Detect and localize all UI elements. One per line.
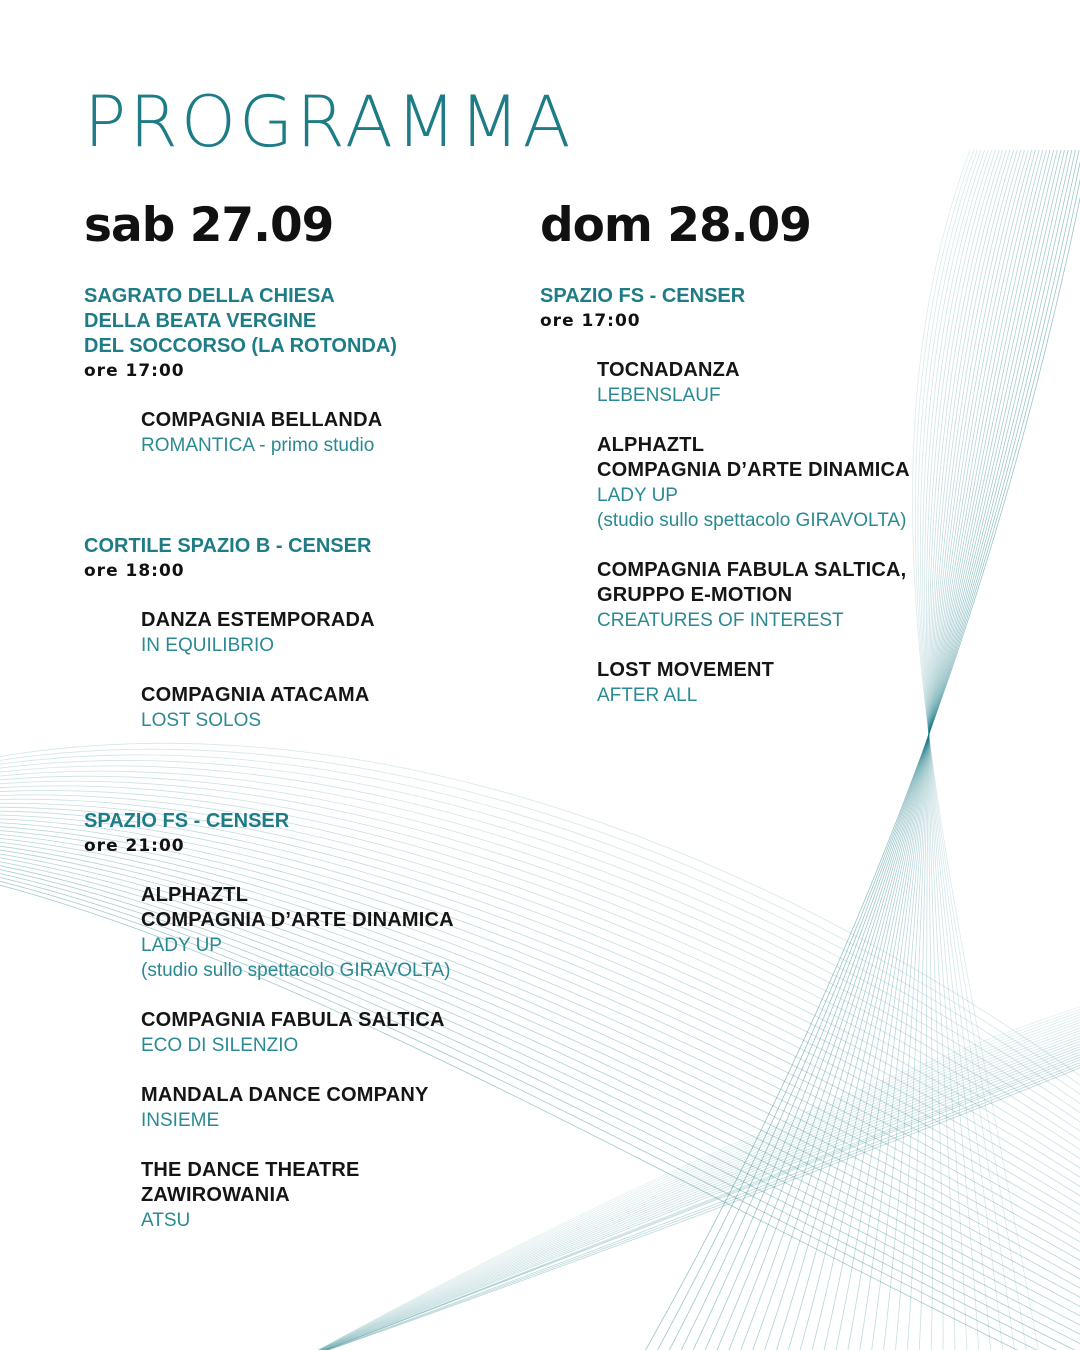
page-title: PROGRAMMA: [84, 81, 574, 163]
act-company: COMPAGNIA BELLANDA: [141, 409, 383, 431]
act-company: COMPAGNIA FABULA SALTICA, GRUPPO E-MOTION: [597, 559, 907, 606]
act-item: [141, 883, 524, 983]
venue-name: CORTILE SPAZIO B - CENSER: [84, 535, 372, 557]
act-list: [141, 608, 524, 733]
venue-time: ore 17:00: [540, 311, 641, 331]
act-company: ALPHAZTL COMPAGNIA D’ARTE DINAMICA: [141, 884, 454, 931]
venue-name: SPAZIO FS - CENSER: [84, 810, 290, 832]
act-show: LEBENSLAUF: [597, 385, 721, 406]
act-company: TOCNADANZA: [597, 359, 740, 381]
act-company: LOST MOVEMENT: [597, 659, 775, 681]
day-column-sunday: [540, 196, 1060, 733]
act-show: INSIEME: [141, 1110, 220, 1131]
act-show: LADY UP (studio sullo spettacolo GIRAVOLTA): [141, 935, 451, 981]
act-item: [597, 358, 1060, 408]
venue-time: ore 18:00: [84, 561, 185, 581]
act-item: [141, 608, 524, 658]
act-show: CREATURES OF INTEREST: [597, 610, 844, 631]
act-show: IN EQUILIBRIO: [141, 635, 275, 656]
act-item: [141, 683, 524, 733]
act-company: MANDALA DANCE COMPANY: [141, 1084, 429, 1106]
venue-block: [84, 809, 524, 1233]
act-show: ROMANTICA - primo studio: [141, 435, 375, 456]
venue-time: ore 17:00: [84, 361, 185, 381]
act-company: DANZA ESTEMPORADA: [141, 609, 375, 631]
act-show: ATSU: [141, 1210, 191, 1231]
act-show: ECO DI SILENZIO: [141, 1035, 299, 1056]
act-company: ALPHAZTL COMPAGNIA D’ARTE DINAMICA: [597, 434, 910, 481]
act-company: COMPAGNIA FABULA SALTICA: [141, 1009, 445, 1031]
venue-time: ore 21:00: [84, 836, 185, 856]
venue-block: [84, 284, 524, 534]
day-column-saturday: [84, 196, 524, 1258]
day-heading: sab 27.09: [84, 198, 334, 253]
act-item: [141, 1083, 524, 1133]
act-company: THE DANCE THEATRE ZAWIROWANIA: [141, 1159, 360, 1206]
act-item: [141, 1158, 524, 1233]
venue-name: SPAZIO FS - CENSER: [540, 285, 746, 307]
act-list: [141, 883, 524, 1233]
act-show: LADY UP (studio sullo spettacolo GIRAVOLTA): [597, 485, 907, 531]
act-list: [597, 358, 1060, 708]
act-show: LOST SOLOS: [141, 710, 262, 731]
venue-block: [540, 284, 1060, 708]
act-list: [141, 408, 524, 458]
act-item: [597, 558, 1060, 633]
act-item: [597, 433, 1060, 533]
act-show: AFTER ALL: [597, 685, 698, 706]
act-item: [141, 408, 524, 458]
venue-block: [84, 534, 524, 809]
act-item: [141, 1008, 524, 1058]
day-heading: dom 28.09: [540, 198, 811, 253]
venue-name: SAGRATO DELLA CHIESA DELLA BEATA VERGINE DEL SOCCORSO (LA ROTONDA): [84, 285, 397, 357]
act-item: [597, 658, 1060, 708]
act-company: COMPAGNIA ATACAMA: [141, 684, 370, 706]
